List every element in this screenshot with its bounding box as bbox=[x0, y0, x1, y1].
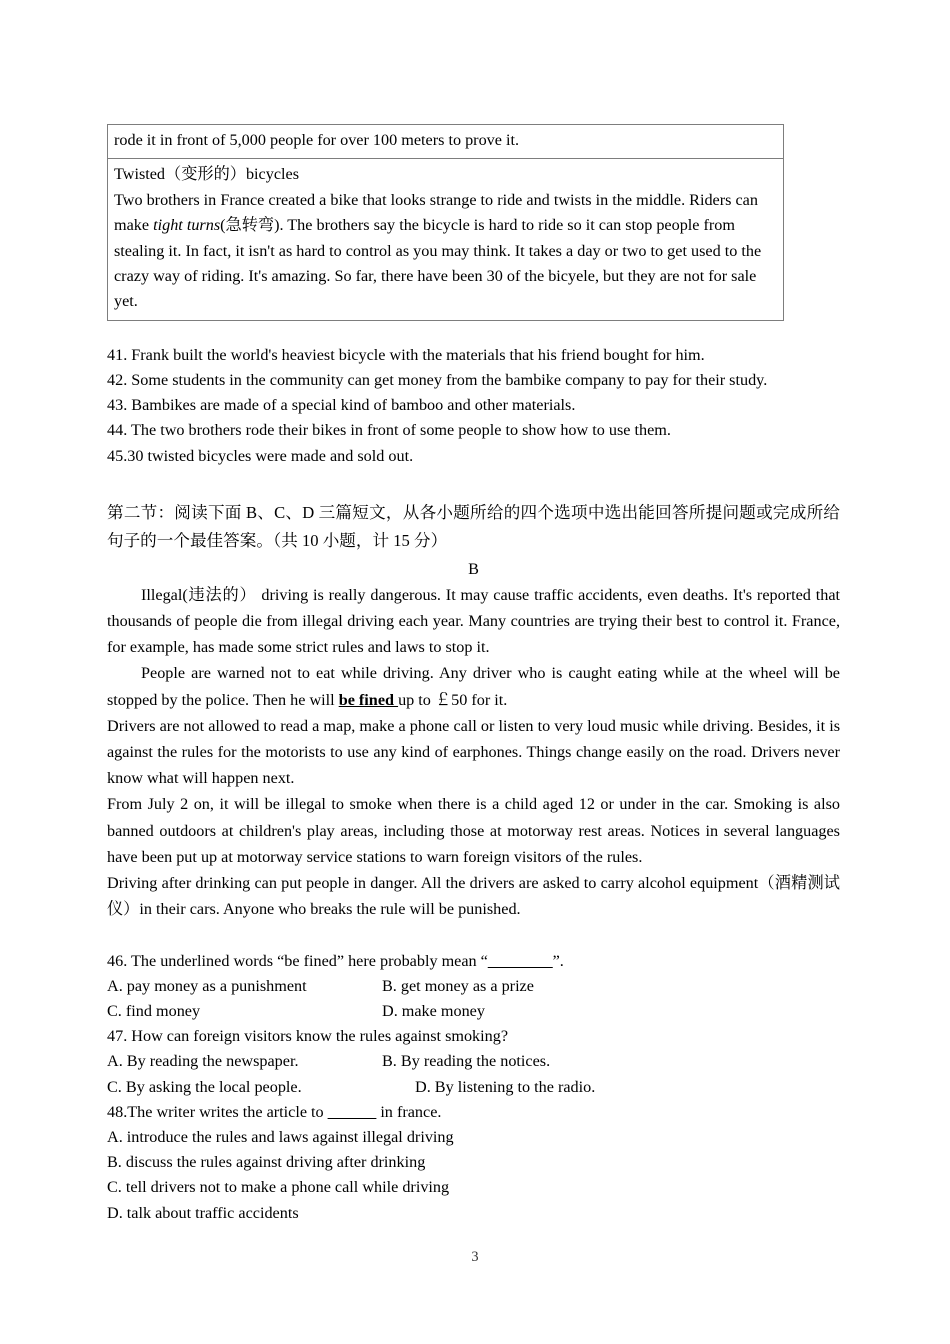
table-row bbox=[108, 125, 784, 159]
option-48-a[interactable]: A. introduce the rules and laws against illegal driving bbox=[107, 1127, 454, 1146]
option-47-c[interactable]: C. By asking the local people. bbox=[107, 1077, 302, 1096]
question-48-stem bbox=[107, 1100, 843, 1125]
statement-44: 44. The two brothers rode their bikes in front of some people to show how to use them. bbox=[107, 421, 671, 440]
statement-45: 45.30 twisted bicycles were made and sold out. bbox=[107, 446, 414, 465]
question-48-blank: ______ bbox=[327, 1102, 377, 1121]
passage-b-paragraph-2-part-2: up to ￡50 for it. bbox=[398, 690, 508, 709]
question-46-stem-part-2: ”. bbox=[552, 951, 564, 970]
question-46 bbox=[107, 949, 843, 1025]
passage-body-part-1: Two brothers in France created a bike that looks strange to ride and twists in the middle. Riders can make bbox=[114, 190, 758, 235]
passage-b-paragraph-2-part-1: People are warned not to eat while driving. Any driver who is caught eating while at the wheel will be stopped by the police. Then he will bbox=[107, 664, 840, 709]
passage-b-paragraph-5: Driving after drinking can put people in danger. All the drivers are asked to carry alcohol equipment（酒精测试仪）in their cars. Anyone who breaks the rule will be punished. bbox=[107, 874, 840, 919]
question-48-stem-part-2: in france. bbox=[376, 1102, 442, 1121]
option-46-d[interactable]: D. make money bbox=[382, 1001, 485, 1020]
passage-label-b: B bbox=[468, 559, 479, 578]
option-46-a[interactable]: A. pay money as a punishment bbox=[107, 976, 307, 995]
passage-continuation-line: rode it in front of 5,000 people for over 100 meters to prove it. bbox=[114, 131, 520, 149]
passage-a-table bbox=[107, 124, 784, 321]
page-content bbox=[107, 0, 843, 1226]
question-47-options-row-2 bbox=[107, 1075, 843, 1100]
passage-b-paragraph-2 bbox=[107, 660, 840, 712]
question-46-options-row-1 bbox=[107, 974, 843, 999]
option-47-a[interactable]: A. By reading the newspaper. bbox=[107, 1052, 299, 1071]
questions-46-48 bbox=[107, 949, 843, 1226]
option-46-c[interactable]: C. find money bbox=[107, 1001, 201, 1020]
option-48-d[interactable]: D. talk about traffic accidents bbox=[107, 1203, 299, 1222]
page-number: 3 bbox=[471, 1249, 479, 1265]
passage-body-part-2: (急转弯). The brothers say the bicycle is hard to ride so it can stop people from stealing it. In fact, it isn't as hard to control as you may think. It takes a day or two to get used to the crazy way of riding. It's amazing. So far, there have been 30 of the bicyele, but they are not for sale yet. bbox=[114, 216, 762, 311]
question-46-stem bbox=[107, 949, 843, 974]
passage-body-italic-tight-turns: tight turns bbox=[153, 216, 221, 235]
passage-b-paragraph-1: Illegal(违法的） driving is really dangerous. It may cause traffic accidents, even deaths. It's reported that thousands of people die from illegal driving each year. Many countries are trying their best to control it. France, for example, has made some strict rules and laws to stop it. bbox=[107, 585, 840, 657]
passage-b-paragraph-3: Drivers are not allowed to read a map, make a phone call or listen to very loud music while driving. Besides, it is against the rules for the motorists to use any kind of earphones. Things change easily on the road. Drivers never know what will happen next. bbox=[107, 716, 840, 788]
passage-body-twisted bbox=[114, 191, 761, 311]
question-48 bbox=[107, 1100, 843, 1226]
table-cell-continuation bbox=[108, 125, 784, 159]
option-47-d[interactable]: D. By listening to the radio. bbox=[415, 1077, 596, 1096]
question-47 bbox=[107, 1024, 843, 1100]
question-46-blank: ________ bbox=[487, 951, 553, 970]
option-47-b[interactable]: B. By reading the notices. bbox=[382, 1052, 551, 1071]
underlined-phrase-be-fined: be fined bbox=[338, 690, 399, 709]
passage-heading-twisted: Twisted（变形的）bicycles bbox=[114, 165, 299, 184]
statement-43: 43. Bambikes are made of a special kind of bamboo and other materials. bbox=[107, 396, 576, 415]
option-48-b[interactable]: B. discuss the rules against driving after drinking bbox=[107, 1153, 426, 1172]
statement-42: 42. Some students in the community can get money from the bambike company to pay for their study. bbox=[107, 371, 768, 390]
question-48-stem-part-1: 48.The writer writes the article to bbox=[107, 1102, 328, 1121]
question-46-stem-part-1: 46. The underlined words “be fined” here probably mean “ bbox=[107, 951, 488, 970]
statement-41: 41. Frank built the world's heaviest bicycle with the materials that his friend bought for him. bbox=[107, 345, 705, 364]
option-48-c[interactable]: C. tell drivers not to make a phone call while driving bbox=[107, 1178, 450, 1197]
question-46-options-row-2 bbox=[107, 999, 843, 1024]
question-47-stem: 47. How can foreign visitors know the rules against smoking? bbox=[107, 1027, 509, 1046]
passage-b-paragraph-4: From July 2 on, it will be illegal to smoke when there is a child aged 12 or under in the car. Smoking is also banned outdoors at children's play areas, including those at motorway rest areas. Notices in several languages have been put up at motorway service stations to warn foreign visitors of the rules. bbox=[107, 795, 840, 866]
table-cell-twisted-bicycles bbox=[108, 159, 784, 320]
statements-41-45 bbox=[107, 343, 843, 469]
question-47-options-row-1 bbox=[107, 1049, 843, 1074]
option-46-b[interactable]: B. get money as a prize bbox=[382, 976, 534, 995]
section-two-instruction: 第二节：阅读下面 B、C、D 三篇短文，从各小题所给的四个选项中选出能回答所提问题或完成所给句子的一个最佳答案。（共 10 小题，计 15 分） bbox=[107, 502, 840, 550]
table-row bbox=[108, 159, 784, 320]
